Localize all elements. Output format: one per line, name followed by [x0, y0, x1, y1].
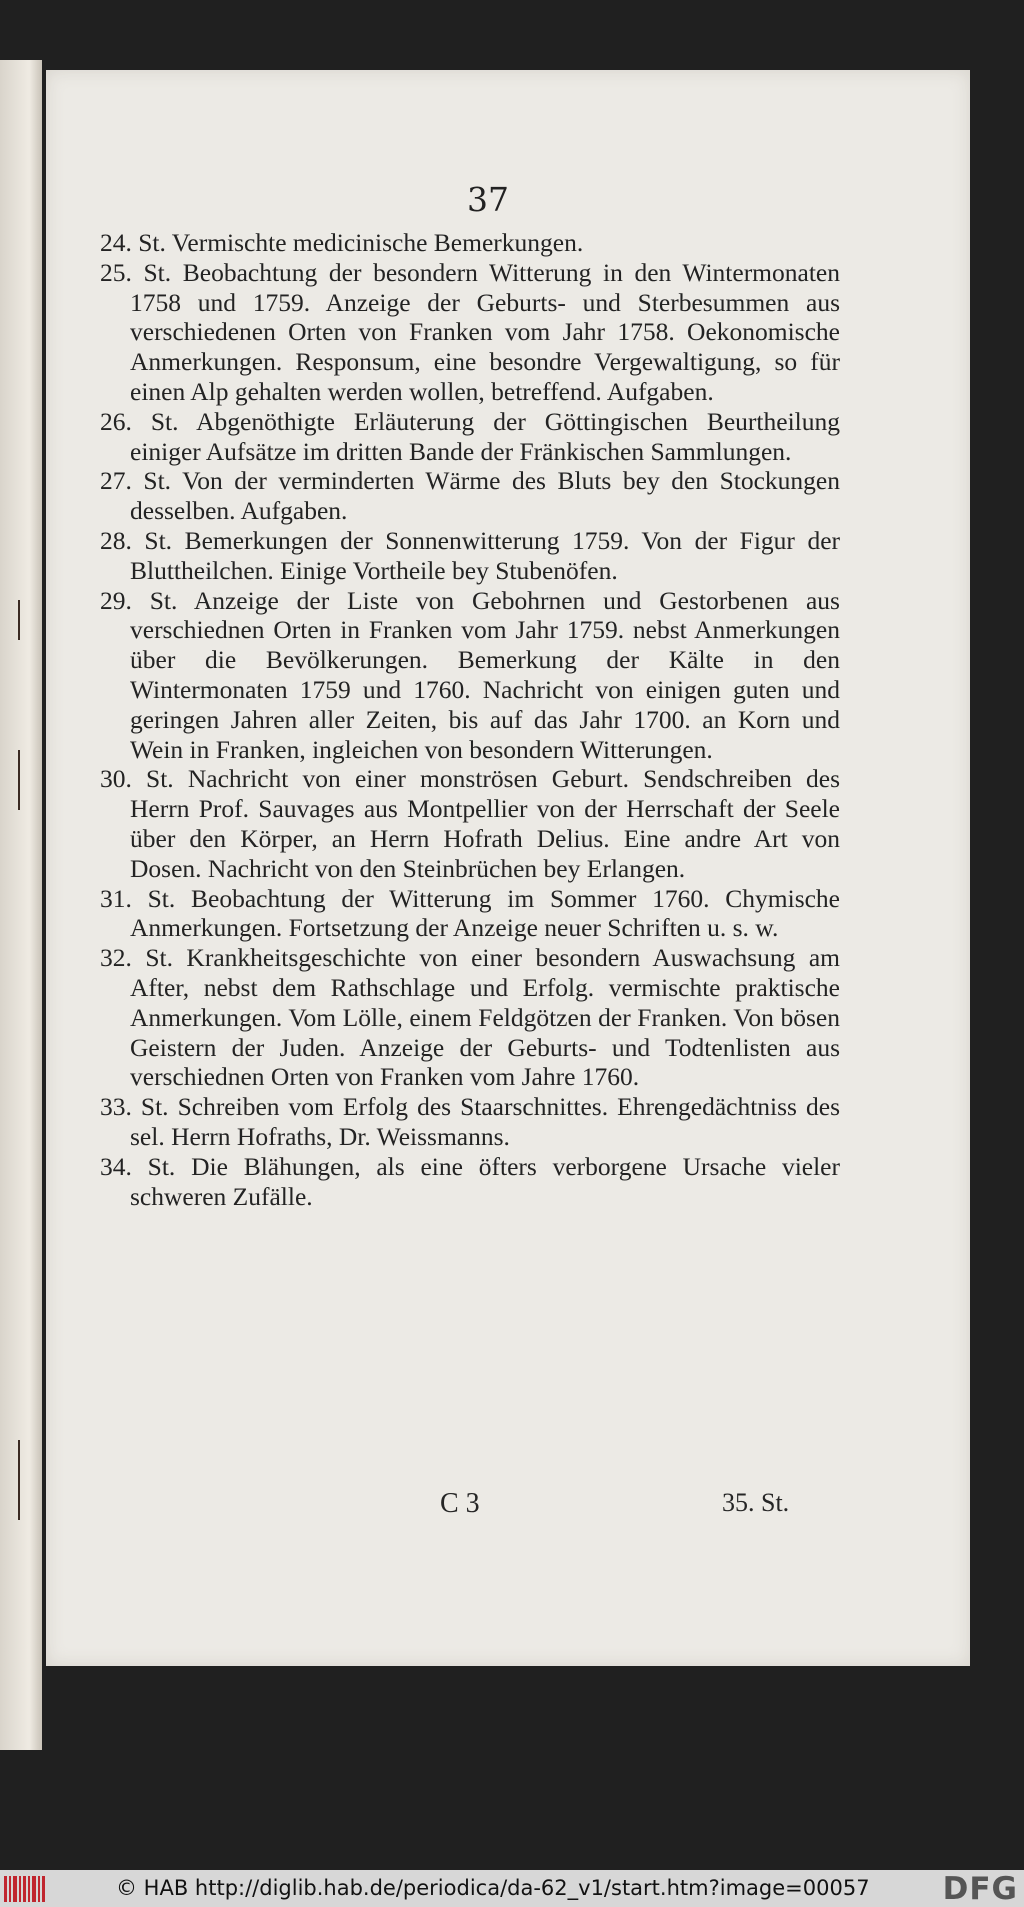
credit-link[interactable]: © HAB http://diglib.hab.de/periodica/da-62_v1/start.htm?image=00057 [116, 1876, 870, 1900]
entry-29: 29. St. Anzeige der Liste von Gebohrnen und Gestorbenen aus verschiednen Orten in Franken vom Jahr 1759. nebst Anmerkungen über die Bevölkerungen. Bemerkung der Kälte in den Wintermonaten 1759 und 1760. Nachricht von einigen guten und geringen Jahren aller Zeiten, bis auf das Jahr 1700. an Korn und Wein in Franken, ingleichen von besondern Witterungen. [100, 585, 840, 764]
barcode-icon [4, 1876, 46, 1902]
credit-bar [0, 1870, 1024, 1907]
ink-mark [18, 1440, 20, 1520]
adjacent-page-edge [0, 60, 42, 1750]
entry-33: 33. St. Schreiben vom Erfolg des Staarschnittes. Ehrengedächtniss des sel. Herrn Hofraths, Dr. Weissmanns. [100, 1092, 840, 1151]
signature-mark: C 3 [440, 1488, 480, 1519]
entry-28: 28. St. Bemerkungen der Sonnenwitterung 1759. Von der Figur der Bluttheilchen. Einige Vortheile bey Stubenöfen. [100, 525, 840, 585]
table-of-contents [100, 228, 840, 1211]
ink-mark [18, 750, 20, 810]
entry-31: 31. St. Beobachtung der Witterung im Sommer 1760. Chymische Anmerkungen. Fortsetzung der Anzeige neuer Schriften u. s. w. [100, 883, 840, 943]
entry-30: 30. St. Nachricht von einer monströsen Geburt. Sendschreiben des Herrn Prof. Sauvages aus Montpellier von der Herrschaft der Seele über den Körper, an Herrn Hofrath Delius. Eine andre Art von Dosen. Nachricht von den Steinbrüchen bey Erlangen. [100, 764, 840, 883]
entry-34: 34. St. Die Blähungen, als eine öfters verborgene Ursache vieler schweren Zufälle. [100, 1151, 840, 1211]
entry-24: 24. St. Vermischte medicinische Bemerkungen. [100, 228, 584, 257]
page-number: 37 [467, 180, 509, 219]
entry-27: 27. St. Von der verminderten Wärme des Bluts bey den Stockungen desselben. Aufgaben. [100, 466, 840, 526]
book-page [46, 70, 970, 1666]
dfg-logo: DFG [942, 1871, 1018, 1907]
entry-25: 25. St. Beobachtung der besondern Witterung in den Wintermonaten 1758 und 1759. Anzeige der Geburts- und Sterbesummen aus verschiedenen Orten von Franken vom Jahr 1758. Oekonomische Anmerkungen. Responsum, eine besondre Vergewaltigung, so für einen Alp gehalten werden wollen, betreffend. Aufgaben. [100, 257, 840, 406]
catchword: 35. St. [722, 1488, 790, 1517]
entry-32: 32. St. Krankheitsgeschichte von einer besondern Auswachsung am After, nebst dem Rathschlage und Erfolg. vermischte praktische Anmerkungen. Vom Lölle, einem Feldgötzen der Franken. Von bösen Geistern der Juden. Anzeige der Geburts- und Todtenlisten aus verschiednen Orten von Franken vom Jahre 1760. [100, 943, 840, 1092]
entry-26: 26. St. Abgenöthigte Erläuterung der Göttingischen Beurtheilung einiger Aufsätze im dritten Bande der Fränkischen Sammlungen. [100, 406, 840, 466]
ink-mark [18, 600, 20, 640]
